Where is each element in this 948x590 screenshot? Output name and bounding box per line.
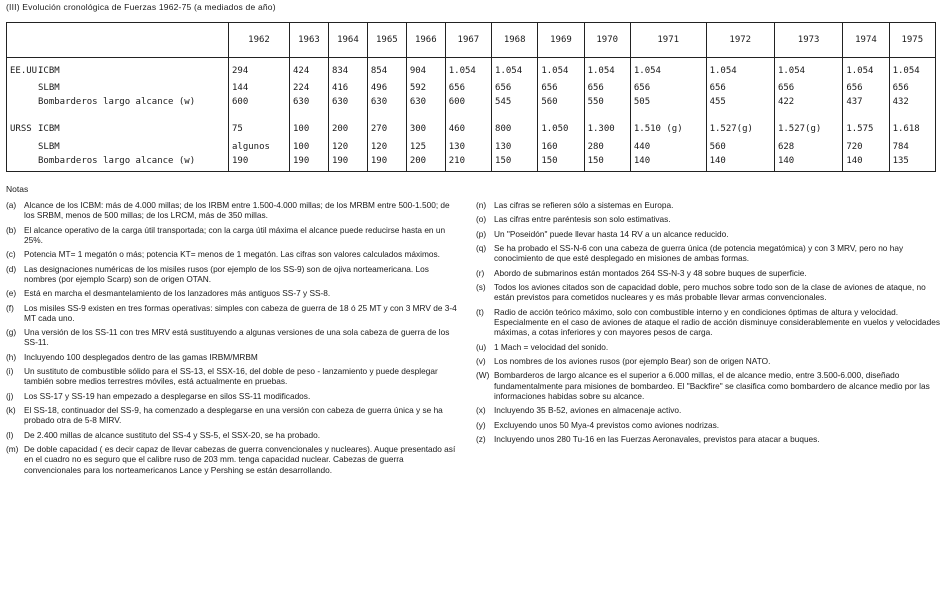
- note-item: [476, 282, 940, 302]
- country-label: URSS: [10, 123, 32, 134]
- force-evolution-table: [6, 22, 936, 172]
- note-key: (h): [6, 351, 17, 362]
- table-cell: 600: [445, 97, 491, 111]
- note-text: Las designaciones numéricas de los misiles rusos (por ejemplo de los SS-9) son de ojiva norteamericana. Los nombres (por ejemplo Scarp) son de origen OTAN.: [24, 263, 429, 284]
- note-text: Las cifras entre paréntesis son solo estimativas.: [494, 214, 671, 225]
- year-header: 1964: [328, 23, 367, 58]
- table-cell: 140: [706, 156, 774, 171]
- system-label: SLBM: [38, 141, 60, 152]
- year-header: 1971: [630, 23, 706, 58]
- note-text: Bombarderos de largo alcance es el superior a 6.000 millas, el de alcance medio, entre 3.500-6.000, diseñado fundamentalmente para misiones de bombardeo. El "Backfire" se clasifica como bombardero de alcance medio por las informaciones habidas sobre su alcance.: [494, 370, 930, 401]
- table-cell: 630: [290, 97, 329, 111]
- table-cell: 120: [367, 142, 406, 156]
- note-key: (i): [6, 366, 14, 377]
- table-cell: 592: [406, 83, 445, 97]
- year-header: 1968: [492, 23, 538, 58]
- table-cell: 656: [630, 83, 706, 97]
- system-label: Bombarderos largo alcance (w): [38, 156, 196, 167]
- note-item: [6, 366, 462, 386]
- table-cell: 1.054: [630, 58, 706, 84]
- table-cell: 190: [328, 156, 367, 171]
- table-cell: 120: [328, 142, 367, 156]
- note-text: De doble capacidad ( es decir capaz de llevar cabezas de guerra convencionales y nucleares). Auque presentado así en el cuadro no es seguro que el calibre ruso de 203 mm. tenga capacidad nuclear. Cabezas de guerra convencionales para los norteamericanos Lance y Pershing se están desarrollando.: [24, 444, 456, 475]
- note-item: [6, 327, 462, 347]
- note-key: (p): [476, 228, 487, 239]
- note-key: (l): [6, 429, 14, 440]
- table-cell: 416: [328, 83, 367, 97]
- system-label: SLBM: [38, 83, 60, 94]
- table-cell: 75: [229, 112, 290, 142]
- table-cell: 150: [584, 156, 630, 171]
- table-cell: 294: [229, 58, 290, 84]
- note-text: Incluyendo 100 desplegados dentro de las gamas IRBM/MRBM: [24, 351, 258, 362]
- table-cell: 628: [774, 142, 842, 156]
- row-label: [7, 97, 229, 111]
- table-cell: 100: [290, 112, 329, 142]
- table-cell: 656: [843, 83, 889, 97]
- note-key: (b): [6, 224, 17, 235]
- year-header: 1963: [290, 23, 329, 58]
- table-cell: 550: [584, 97, 630, 111]
- table-cell: 140: [843, 156, 889, 171]
- note-key: (f): [6, 302, 14, 313]
- table-cell: 140: [630, 156, 706, 171]
- year-header: 1975: [889, 23, 935, 58]
- system-label: Bombarderos largo alcance (w): [38, 97, 196, 108]
- note-text: Una versión de los SS-11 con tres MRV está sustituyendo a algunas versiones de una sola cabeza de guerra de los SS-11.: [24, 327, 450, 348]
- table-cell: 300: [406, 112, 445, 142]
- note-key: (t): [476, 306, 484, 317]
- note-item: [476, 243, 940, 263]
- year-header: 1965: [367, 23, 406, 58]
- table-cell: 630: [406, 97, 445, 111]
- note-text: Incluyendo 35 B-52, aviones en almacenaje activo.: [494, 405, 682, 416]
- note-key: (g): [6, 327, 17, 338]
- table-row: [7, 83, 936, 97]
- note-item: [476, 268, 940, 278]
- note-text: Un sustituto de combustible sólido para el SS-13, el SSX-16, del doble de peso - lanzamiento y puede desplegar también sobre medios terrestres móviles, está actualmente en pruebas.: [24, 366, 438, 387]
- note-key: (j): [6, 390, 14, 401]
- table-cell: 422: [774, 97, 842, 111]
- table-cell: 656: [889, 83, 935, 97]
- table-cell: 1.575: [843, 112, 889, 142]
- note-text: Radio de acción teórico máximo, solo con combustible interno y en condiciones óptimas de altura y velocidad. Especialmente en el caso de aviones de ataque el radio de acción disminuye considerablemente en vuelos y velocidades máximas, a cotas inferiores y con mayores pesos de carga.: [494, 306, 941, 338]
- note-key: (m): [6, 444, 19, 455]
- table-cell: 437: [843, 97, 889, 111]
- row-label: [7, 112, 229, 142]
- notes-right-column: [476, 200, 940, 448]
- note-key: (s): [476, 282, 486, 293]
- table-cell: 1.300: [584, 112, 630, 142]
- table-cell: 160: [538, 142, 584, 156]
- note-text: De 2.400 millas de alcance sustituto del SS-4 y SS-5, el SSX-20, se ha probado.: [24, 429, 321, 440]
- system-label: ICBM: [38, 123, 60, 134]
- page-title: (III) Evolución cronológica de Fuerzas 1962-75 (a mediados de año): [6, 2, 276, 12]
- note-text: Los misiles SS-9 existen en tres formas operativas: simples con cabeza de guerra de 18 ó 25 MT y con 3 MRV de 3-4 MT cada uno.: [24, 302, 457, 323]
- table-cell: 1.054: [774, 58, 842, 84]
- year-header: 1967: [445, 23, 491, 58]
- note-key: (u): [476, 341, 487, 352]
- table-cell: 460: [445, 112, 491, 142]
- note-key: (r): [476, 267, 485, 278]
- table-row: [7, 112, 936, 142]
- note-text: Potencia MT= 1 megatón o más; potencia KT= menos de 1 megatón. Las cifras son valores calculados máximos.: [24, 249, 440, 260]
- table-cell: 135: [889, 156, 935, 171]
- note-item: [6, 405, 462, 425]
- row-label: [7, 58, 229, 84]
- table-cell: 656: [538, 83, 584, 97]
- table-cell: 545: [492, 97, 538, 111]
- table-cell: 630: [328, 97, 367, 111]
- note-text: El alcance operativo de la carga útil transportada; con la carga útil máxima el alcance puede reducirse hasta en un 25%.: [24, 224, 446, 245]
- table-cell: 1.054: [492, 58, 538, 84]
- table-cell: 560: [538, 97, 584, 111]
- year-header: 1972: [706, 23, 774, 58]
- note-item: [6, 303, 462, 323]
- notes-left-column: [6, 200, 462, 479]
- table-cell: algunos: [229, 142, 290, 156]
- year-header: 1970: [584, 23, 630, 58]
- note-item: [6, 444, 462, 475]
- table-cell: 1.054: [843, 58, 889, 84]
- table-cell: 280: [584, 142, 630, 156]
- table-cell: 656: [492, 83, 538, 97]
- year-header-row: [7, 23, 936, 58]
- note-item: [476, 420, 940, 430]
- note-text: Los SS-17 y SS-19 han empezado a desplegarse en silos SS-11 modificados.: [24, 390, 311, 401]
- table-cell: 432: [889, 97, 935, 111]
- table-cell: 656: [584, 83, 630, 97]
- note-text: Está en marcha el desmantelamiento de los lanzadores más antiguos SS-7 y SS-8.: [24, 288, 331, 299]
- note-text: Se ha probado el SS-N-6 con una cabeza de guerra única (de potencia megatómica) y con 3 MRV, pero no hay conocimiento de que esté desplegado en misiones de ambas formas.: [494, 243, 904, 264]
- table-cell: 140: [774, 156, 842, 171]
- note-key: (c): [6, 249, 16, 260]
- table-cell: 210: [445, 156, 491, 171]
- note-item: [6, 391, 462, 401]
- table-cell: 125: [406, 142, 445, 156]
- note-key: (d): [6, 263, 17, 274]
- table-row: [7, 58, 936, 84]
- note-item: [476, 370, 940, 401]
- system-label: ICBM: [38, 66, 60, 76]
- note-item: [6, 430, 462, 440]
- note-key: (e): [6, 288, 17, 299]
- table-cell: 150: [492, 156, 538, 171]
- note-item: [476, 434, 940, 444]
- note-item: [476, 229, 940, 239]
- table-cell: 200: [406, 156, 445, 171]
- table-cell: 720: [843, 142, 889, 156]
- note-key: (n): [476, 200, 487, 210]
- table-cell: 270: [367, 112, 406, 142]
- note-text: Las cifras se refieren sólo a sistemas en Europa.: [494, 200, 674, 210]
- table-cell: 630: [367, 97, 406, 111]
- note-key: (W): [476, 370, 490, 381]
- note-key: (x): [476, 405, 486, 416]
- table-cell: 904: [406, 58, 445, 84]
- note-text: Los nombres de los aviones rusos (por ejemplo Bear) son de origen NATO.: [494, 355, 771, 366]
- note-item: [476, 342, 940, 352]
- row-label: [7, 142, 229, 156]
- table-cell: 656: [445, 83, 491, 97]
- note-key: (y): [476, 419, 486, 430]
- country-label: EE.UU.: [10, 66, 43, 76]
- note-item: [6, 200, 462, 220]
- year-header: 1969: [538, 23, 584, 58]
- table-cell: 496: [367, 83, 406, 97]
- table-row: [7, 97, 936, 111]
- note-item: [6, 249, 462, 259]
- table-cell: 1.054: [706, 58, 774, 84]
- table-cell: 224: [290, 83, 329, 97]
- table-cell: 1.054: [538, 58, 584, 84]
- note-key: (q): [476, 243, 487, 254]
- table-cell: 834: [328, 58, 367, 84]
- table-cell: 600: [229, 97, 290, 111]
- table-row: [7, 142, 936, 156]
- table-cell: 656: [774, 83, 842, 97]
- table-cell: 144: [229, 83, 290, 97]
- table-cell: 130: [492, 142, 538, 156]
- table-row: [7, 156, 936, 171]
- note-item: [6, 288, 462, 298]
- table-cell: 424: [290, 58, 329, 84]
- table-cell: 150: [538, 156, 584, 171]
- note-item: [6, 225, 462, 245]
- table-cell: 200: [328, 112, 367, 142]
- table-cell: 1.054: [584, 58, 630, 84]
- table-cell: 656: [706, 83, 774, 97]
- note-key: (k): [6, 405, 16, 416]
- note-item: [6, 352, 462, 362]
- table-cell: 1.527(g): [774, 112, 842, 142]
- note-item: [476, 405, 940, 415]
- note-item: [476, 214, 940, 224]
- table-cell: 440: [630, 142, 706, 156]
- note-item: [476, 356, 940, 366]
- row-label: [7, 156, 229, 171]
- table-cell: 560: [706, 142, 774, 156]
- table-cell: 1.054: [889, 58, 935, 84]
- table-cell: 455: [706, 97, 774, 111]
- note-text: Abordo de submarinos están montados 264 SS-N-3 y 48 sobre buques de superficie.: [494, 267, 807, 278]
- row-label: [7, 83, 229, 97]
- table-cell: 100: [290, 142, 329, 156]
- table-cell: 1.054: [445, 58, 491, 84]
- table-cell: 1.618: [889, 112, 935, 142]
- table-cell: 190: [229, 156, 290, 171]
- note-text: Todos los aviones citados son de capacidad doble, pero muchos sobre todo son de la clase de aviones de ataque, no están previstos para cometidos nucleares y es más probable llevar armas convencionales.: [494, 282, 926, 303]
- note-key: (o): [476, 214, 487, 225]
- note-text: Incluyendo unos 280 Tu-16 en las Fuerzas Aeronavales, previstos para atacar a buques.: [494, 433, 820, 444]
- note-item: [6, 264, 462, 284]
- note-key: (v): [476, 355, 486, 366]
- table-cell: 800: [492, 112, 538, 142]
- table-cell: 1.527(g): [706, 112, 774, 142]
- note-text: Excluyendo unos 50 Mya-4 previstos como aviones nodrizas.: [494, 419, 720, 430]
- note-text: El SS-18, continuador del SS-9, ha comenzado a desplegarse en una versión con cabeza de guerra única y se ha probado otra de 5-8 MIRV.: [24, 405, 443, 426]
- year-header: 1966: [406, 23, 445, 58]
- table-body: [7, 58, 936, 172]
- table-cell: 854: [367, 58, 406, 84]
- table-cell: 190: [367, 156, 406, 171]
- note-text: 1 Mach = velocidad del sonido.: [494, 341, 609, 352]
- note-item: [476, 307, 940, 338]
- note-item: [476, 200, 940, 210]
- table-cell: 1.050: [538, 112, 584, 142]
- year-header: 1973: [774, 23, 842, 58]
- note-text: Alcance de los ICBM: más de 4.000 millas; de los IRBM entre 1.500-4.000 millas; de los MRBM entre 500-1.500; de los SRBM, menos de 500 millas; de los LRCM, más de 350 millas.: [24, 200, 450, 221]
- note-key: (a): [6, 200, 17, 210]
- table-cell: 130: [445, 142, 491, 156]
- table-cell: 505: [630, 97, 706, 111]
- table-cell: 1.510 (g): [630, 112, 706, 142]
- notes-heading: Notas: [6, 184, 29, 194]
- table-cell: 784: [889, 142, 935, 156]
- note-key: (z): [476, 433, 486, 444]
- note-text: Un "Poseidón" puede llevar hasta 14 RV a un alcance reducido.: [494, 228, 729, 239]
- year-header: 1974: [843, 23, 889, 58]
- corner-cell: [7, 23, 229, 58]
- year-header: 1962: [229, 23, 290, 58]
- table-cell: 190: [290, 156, 329, 171]
